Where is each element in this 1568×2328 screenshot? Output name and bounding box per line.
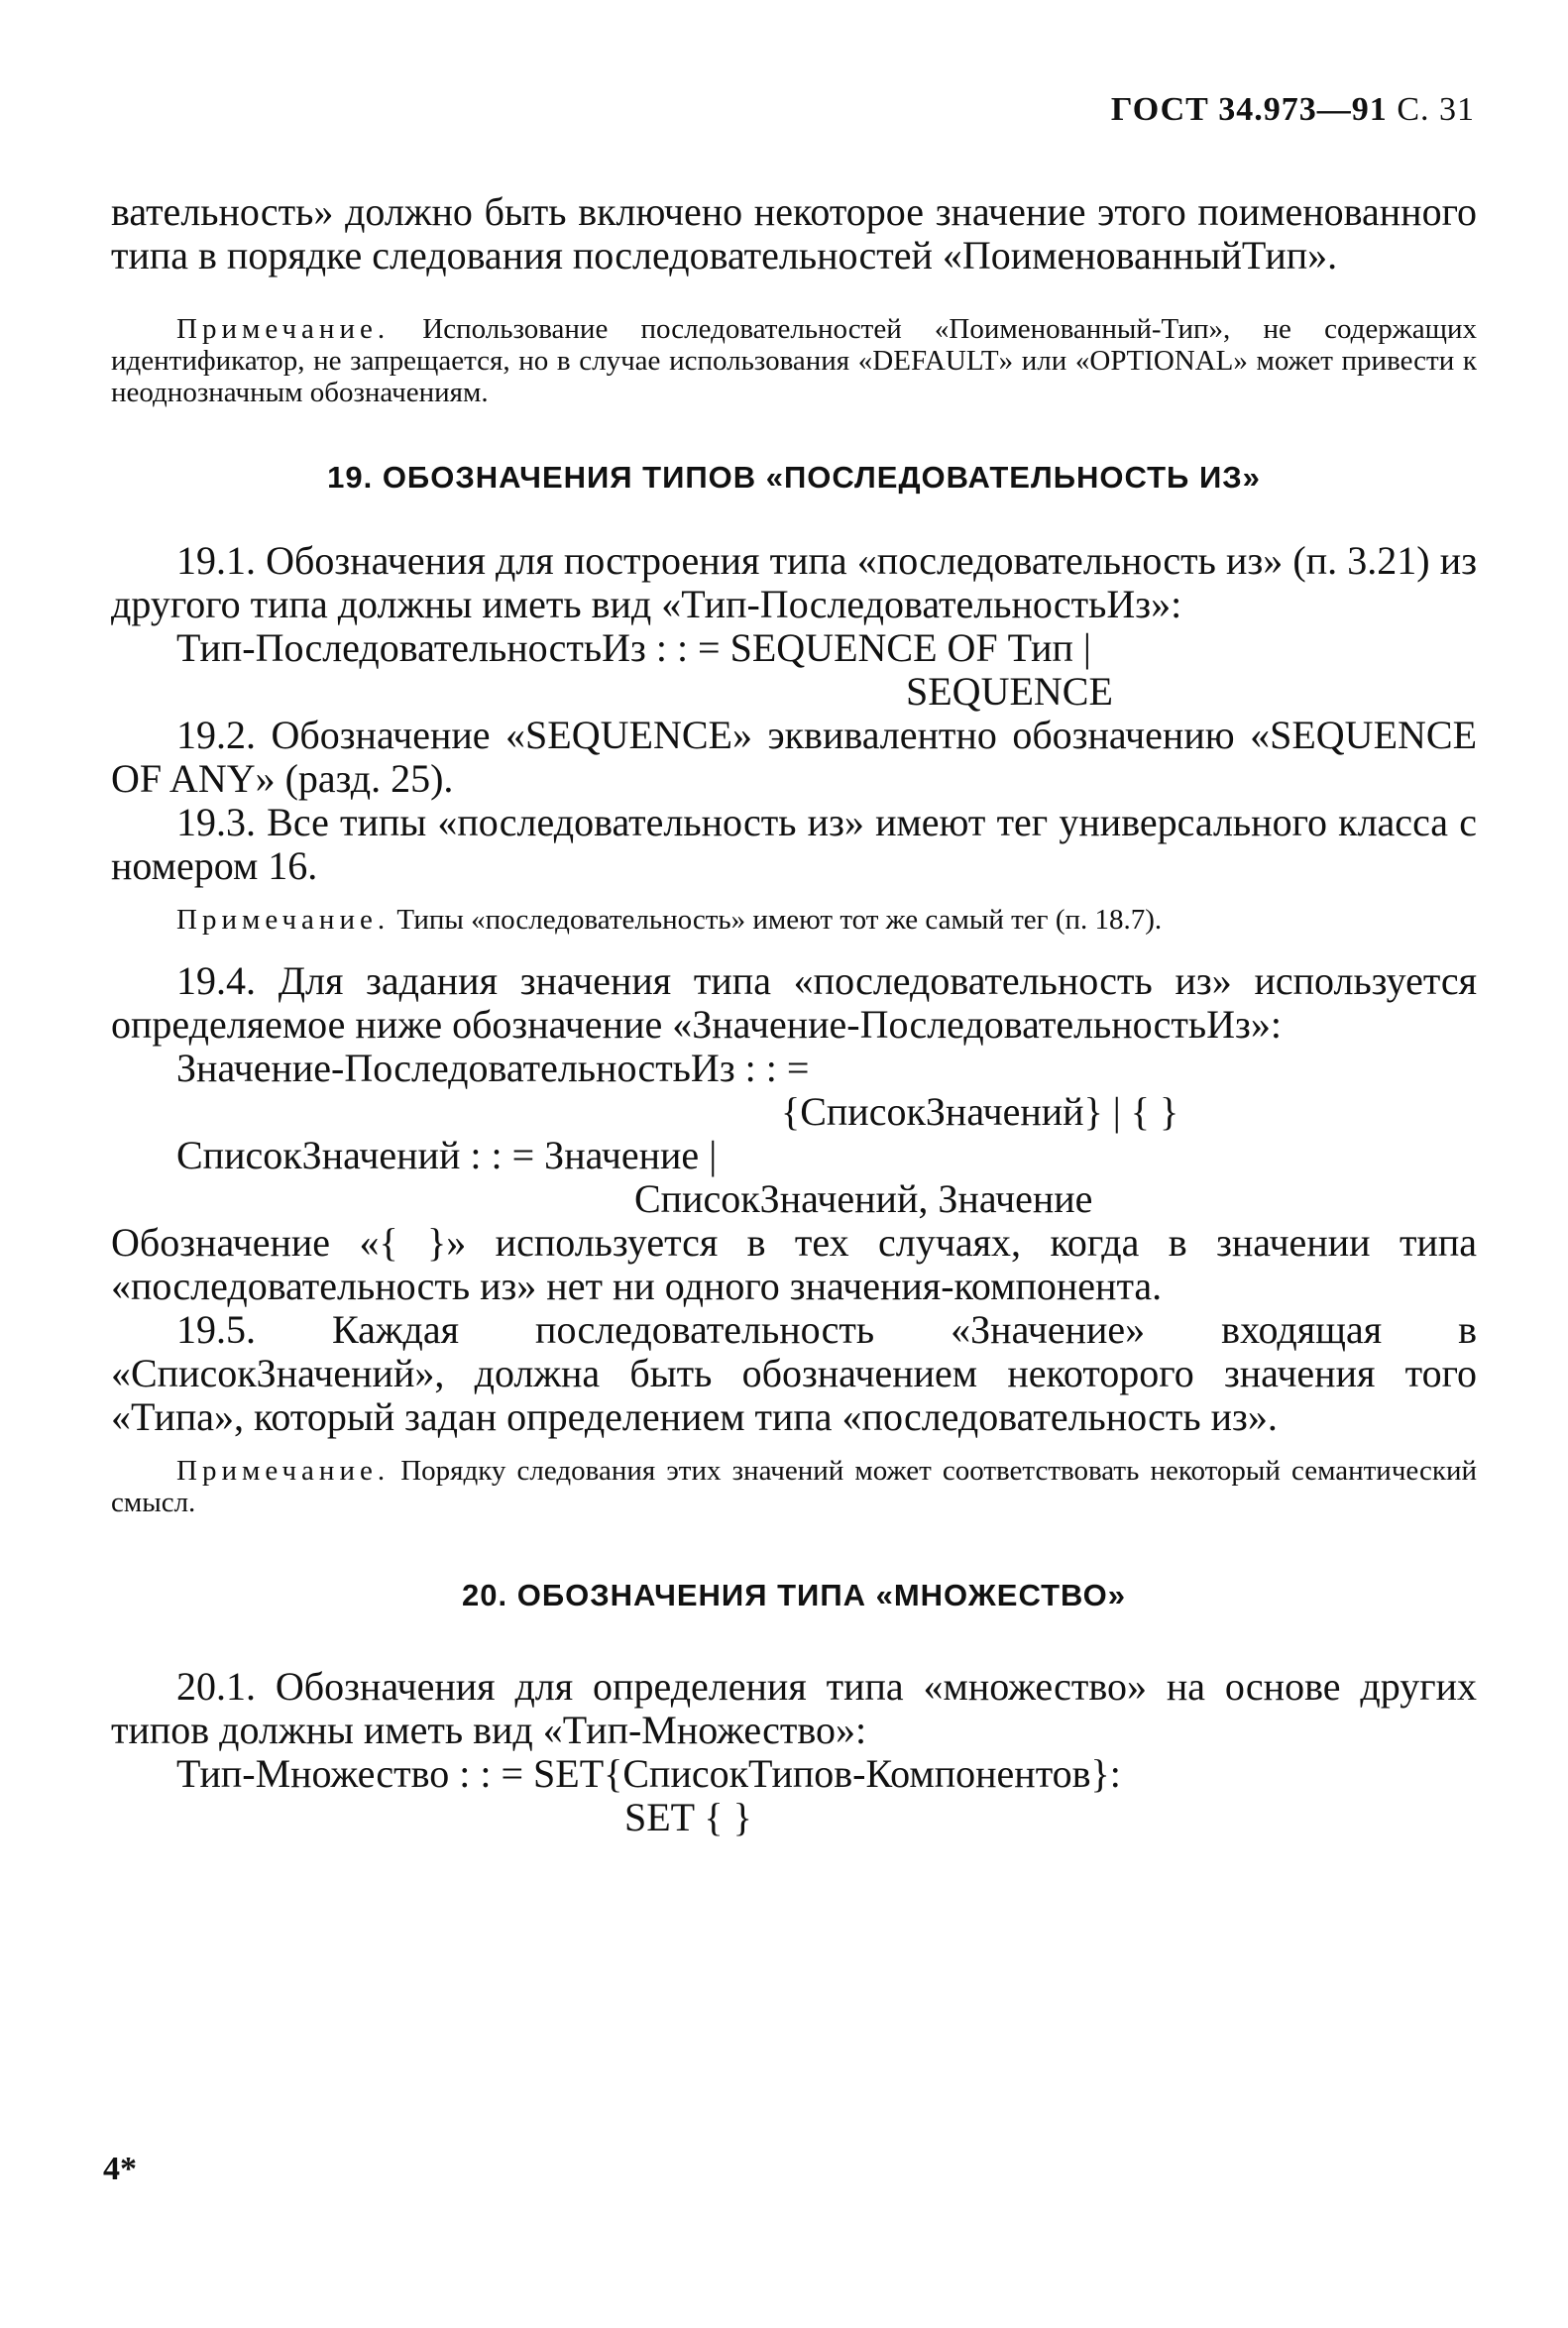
intro-paragraph: вательность» должно быть включено некоторое значение этого поименованного типа в порядке следования последовательностей «ПоименованныйТип». (111, 189, 1477, 277)
formula-20-1-line-1: Тип-Множество : : = SET{СписокТипов-Компонентов}: (176, 1751, 1121, 1796)
formula-20-1-line-2: SET { } (624, 1795, 752, 1839)
paragraph-19-2: 19.2. Обозначение «SEQUENCE» эквивалентно обозначению «SEQUENCE OF ANY» (разд. 25). (111, 713, 1477, 801)
note-1-label: Примечание. (176, 313, 391, 345)
document-body (111, 190, 1477, 1839)
formula-19-4-line-3: СписокЗначений : : = Значение | (176, 1133, 718, 1177)
signature-mark: 4* (103, 2151, 137, 2187)
note-2-text: Типы «последовательность» имеют тот же самый тег (п. 18.7). (396, 904, 1163, 936)
formula-19-4-line-2: {СписокЗначений} | { } (781, 1089, 1179, 1134)
section-20-heading: 20. ОБОЗНАЧЕНИЯ ТИПА «МНОЖЕСТВО» (462, 1578, 1126, 1612)
note-3 (111, 1455, 1477, 1518)
note-3-label: Примечание. (176, 1455, 391, 1487)
page-header (1111, 91, 1475, 129)
paragraph-20-1: 20.1. Обозначения для определения типа «множество» на основе других типов должны иметь вид «Тип-Множество»: (111, 1664, 1477, 1752)
paragraph-19-3: 19.3. Все типы «последовательность из» имеют тег универсального класса с номером 16. (111, 800, 1477, 888)
formula-19-4-line-4: СписокЗначений, Значение (634, 1176, 1093, 1221)
standard-number: ГОСТ 34.973—91 (1110, 91, 1388, 128)
note-1-text: Использование последовательностей «Поименованный-Тип», не содержащих идентификатор, не запрещается, но в случае использования «DEFAULT» или «OPTIONAL» может привести к неоднозначным обозначениям. (111, 313, 1477, 408)
formula-19-1-line-1: Тип-ПоследовательностьИз : : = SEQUENCE OF Тип | (176, 625, 1091, 670)
note-2 (111, 904, 1477, 936)
paragraph-19-4: 19.4. Для задания значения типа «последовательность из» используется определяемое ниже обозначение «Значение-ПоследовательностьИз»: (111, 958, 1477, 1047)
note-3-text: Порядку следования этих значений может соответствовать некоторый семантический смысл. (111, 1455, 1477, 1518)
paragraph-19-1: 19.1. Обозначения для построения типа «последовательность из» (п. 3.21) из другого типа должны иметь вид «Тип-ПоследовательностьИз»: (111, 538, 1477, 626)
formula-19-1-line-2: SEQUENCE (906, 669, 1113, 714)
note-1 (111, 313, 1477, 408)
paragraph-19-5: 19.5. Каждая последовательность «Значение» входящая в «СписокЗначений», должна быть обозначением некоторого значения того «Типа», который задан определением типа «последовательность из». (111, 1307, 1477, 1439)
formula-19-4-line-1: Значение-ПоследовательностьИз : : = (176, 1046, 810, 1090)
paragraph-19-4-continuation: Обозначение «{ }» используется в тех случаях, когда в значении типа «последовательность из» нет ни одного значения-компонента. (111, 1220, 1477, 1308)
note-2-label: Примечание. (176, 904, 391, 936)
section-19-heading: 19. ОБОЗНАЧЕНИЯ ТИПОВ «ПОСЛЕДОВАТЕЛЬНОСТЬ ИЗ» (327, 460, 1261, 495)
page-number: С. 31 (1397, 91, 1475, 128)
